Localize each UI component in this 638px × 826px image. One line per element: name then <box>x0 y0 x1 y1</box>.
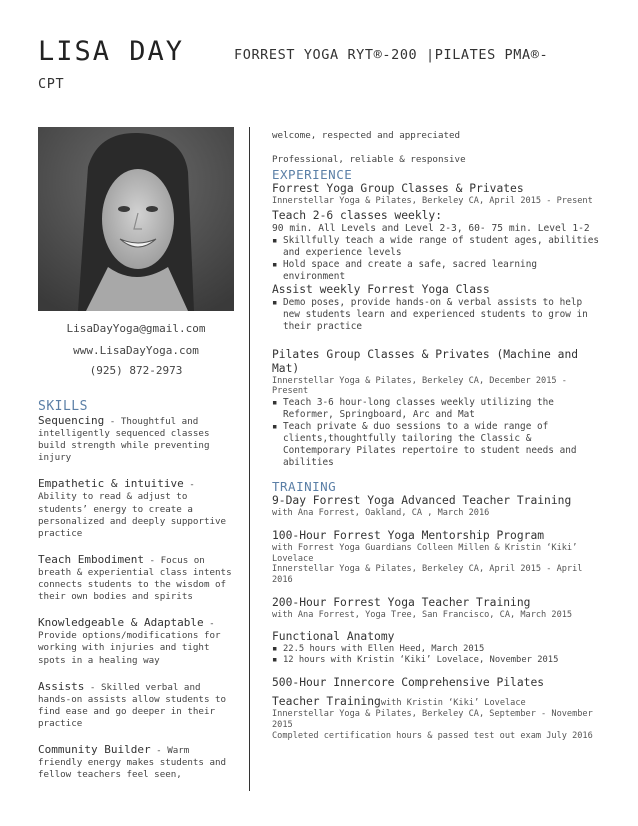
right-column <box>272 130 602 741</box>
training-title-row <box>272 690 602 709</box>
training-sub: with Ana Forrest, Oakland, CA , March 2016 <box>272 508 490 519</box>
candidate-name: LISA DAY <box>38 36 185 67</box>
bullet-list <box>272 235 602 283</box>
profile-photo <box>38 127 234 311</box>
experience-sub: Innerstellar Yoga & Pilates, Berkeley CA, April 2015 - Present <box>272 196 593 206</box>
skills-section <box>38 399 234 795</box>
skill-item <box>38 415 234 464</box>
training-title: Teacher Training <box>272 695 381 709</box>
contact-website[interactable]: www.LisaDayYoga.com <box>73 344 199 357</box>
list-item: ▪ Skillfully teach a wide range of student ages, abilities and experience levels <box>272 235 602 259</box>
bullet-list <box>272 397 602 469</box>
intro-line: welcome, respected and appreciated <box>272 130 461 141</box>
training-heading: TRAINING <box>272 479 337 495</box>
skill-desc: - Warm friendly energy makes students and fellow teachers feel seen, <box>38 744 227 781</box>
experience-title: Assist weekly Forrest Yoga Class <box>272 282 490 296</box>
skill-desc: - Ability to read & adjust to students’ energy to create a personalized and deeply supportive practice <box>38 479 227 539</box>
experience-title: Teach 2-6 classes weekly: <box>272 208 443 222</box>
skill-item <box>38 478 234 539</box>
intro-line: Professional, reliable & responsive <box>272 153 466 165</box>
skill-desc: - Focus on breath & experiential class intents connects students to the wisdom of their own bodies and spirits <box>38 554 232 603</box>
training-title: 100-Hour Forrest Yoga Mentorship Program <box>272 528 545 542</box>
experience-title: Pilates Group Classes & Privates (Machine and Mat) <box>272 347 579 375</box>
training-sub: with Forrest Yoga Guardians Colleen Millen & Kristin ‘Kiki’ Lovelace <box>272 542 578 564</box>
training-sub: Innerstellar Yoga & Pilates, Berkeley CA, September - November 2015 <box>272 709 593 731</box>
experience-sub: Innerstellar Yoga & Pilates, Berkeley CA, December 2015 - Present <box>272 375 567 397</box>
experience-title: Forrest Yoga Group Classes & Privates <box>272 182 524 195</box>
training-title: Functional Anatomy <box>272 630 395 644</box>
skills-heading: SKILLS <box>38 399 88 414</box>
column-divider <box>249 127 250 791</box>
experience-heading: EXPERIENCE <box>272 167 353 182</box>
skill-name: Community Builder <box>38 742 151 756</box>
skill-item <box>38 681 234 730</box>
bullet-list <box>272 297 602 333</box>
credentials-line-2: CPT <box>38 76 65 92</box>
list-item: ▪ Teach 3-6 hour-long classes weekly utilizing the Reformer, Springboard, Arc and Mat <box>272 397 602 421</box>
training-title: 9-Day Forrest Yoga Advanced Teacher Training <box>272 494 572 508</box>
contact-phone: (925) 872-2973 <box>89 364 183 377</box>
experience-desc: 90 min. All Levels and Level 2-3, 60- 75 min. Level 1-2 <box>272 222 590 234</box>
list-item: ▪ 12 hours with Kristin ‘Kiki’ Lovelace, November 2015 <box>272 655 602 666</box>
training-sub: Innerstellar Yoga & Pilates, Berkeley CA, April 2015 - April 2016 <box>272 564 583 585</box>
skill-desc: - Thoughtful and intelligently sequenced classes build strength while preventing injury <box>38 416 210 464</box>
list-item: ▪ Hold space and create a safe, sacred learning environment <box>272 259 602 283</box>
training-sub: Completed certification hours & passed test out exam July 2016 <box>272 730 593 741</box>
skill-name: Assists <box>38 679 85 693</box>
skill-name: Sequencing <box>38 414 105 427</box>
skill-item <box>38 744 234 781</box>
list-item: ▪ Demo poses, provide hands-on & verbal assists to help new students learn and experienced students to grow in their practice <box>272 297 602 333</box>
bullet-list <box>272 644 602 666</box>
contact-email[interactable]: LisaDayYoga@gmail.com <box>66 322 206 335</box>
skill-name: Empathetic & intuitive <box>38 477 184 491</box>
training-title: 500-Hour Innercore Comprehensive Pilates <box>272 676 545 690</box>
skill-item <box>38 554 234 603</box>
list-item: ▪ Teach private & duo sessions to a wide range of clients,thoughtfully tailoring the Classic & Contemporary Pilates repertoire to student needs and abilities <box>272 421 602 469</box>
training-title: 200-Hour Forrest Yoga Teacher Training <box>272 595 531 609</box>
training-sub: with Ana Forrest, Yoga Tree, San Francisco, CA, March 2015 <box>272 609 573 620</box>
training-instructor: with Kristin ‘Kiki’ Lovelace <box>380 698 526 709</box>
skill-desc: - Provide options/modifications for working with injuries and tight spots in a healing way <box>38 618 221 666</box>
skill-name: Teach Embodiment <box>38 552 144 566</box>
skill-item <box>38 617 234 666</box>
skill-desc: - Skilled verbal and hands-on assists allow students to find ease and go deeper in their practice <box>38 681 227 729</box>
credentials-line-1: FORREST YOGA RYT®-200 |PILATES PMA®- <box>234 47 549 63</box>
skill-name: Knowledgeable & Adaptable <box>38 616 204 630</box>
list-item: ▪ 22.5 hours with Ellen Heed, March 2015 <box>272 644 602 655</box>
